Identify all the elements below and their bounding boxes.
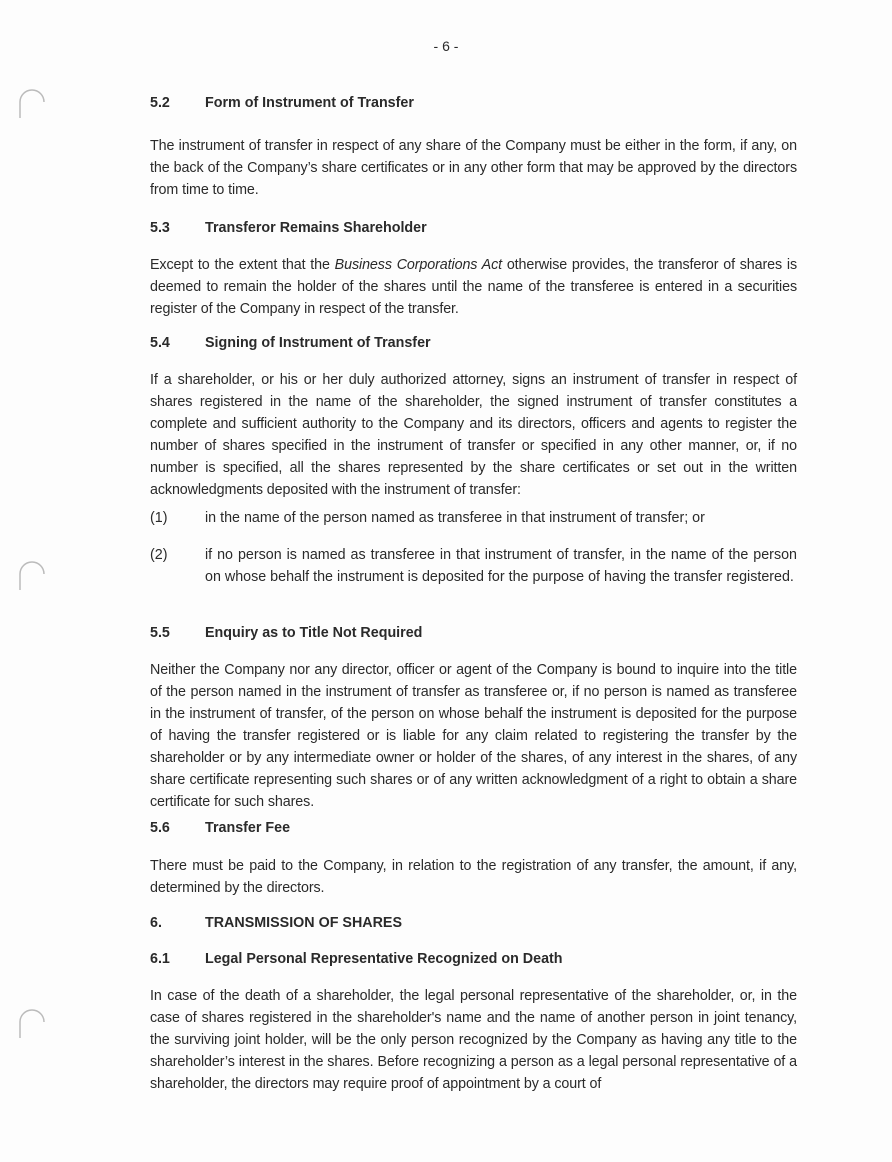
section-title: Transfer Fee [205,820,291,836]
section-title: Transferor Remains Shareholder [205,220,427,236]
section-number: 6. [150,915,162,931]
section-body-5-2: The instrument of transfer in respect of any share of the Company must be either in the form, if any, on the back of the Company’s share certificates or in any other form that may be approved by the directors from time to time. [150,138,797,198]
section-number: 5.5 [150,625,170,641]
list-number: (1) [150,510,168,526]
section-heading-5-5 [150,622,422,644]
section-number: 6.1 [150,951,170,967]
punch-hole-mark [18,1008,46,1042]
section-heading-5-2 [150,92,414,114]
page-number: - 6 - [433,38,459,54]
list-item [150,507,797,529]
list-item [150,544,797,588]
section-number: 5.2 [150,95,170,111]
list-text: in the name of the person named as transferee in that instrument of transfer; or [205,510,705,526]
section-title: Enquiry as to Title Not Required [205,625,423,641]
section-number: 5.3 [150,220,170,236]
section-heading-5-6 [150,817,290,839]
section-number: 5.4 [150,335,170,351]
section-heading-5-3 [150,217,427,239]
punch-hole-mark [18,88,46,122]
act-name: Business Corporations Act [334,257,502,273]
list-number: (2) [150,547,168,563]
section-body-6-1: In case of the death of a shareholder, the legal personal representative of the shareholder, or, in the case of shares registered in the shareholder's name and the name of another person in joint tenancy, the surviving joint holder, will be the only person recognized by the Company as having any title to the shareholder’s interest in the shares. Before recognizing a person as a legal personal representative of a shareholder, the directors may require proof of appointment by a court of [150,988,797,1092]
section-heading-5-4 [150,332,431,354]
section-number: 5.6 [150,820,170,836]
section-body-5-5: Neither the Company nor any director, officer or agent of the Company is bound to inquire into the title of the person named in the instrument of transfer as transferee or, if no person is named as transferee in the instrument of transfer, of the person on whose behalf the instrument is deposited for the purpose of having the transfer registered or is liable for any claim related to registering the transfer by the shareholder or by any intermediate owner or holder of the shares, of any interest in the shares, of any share certificate representing such shares or of any written acknowledgment of a right to obtain a share certificate for such shares. [150,662,797,810]
body-text: otherwise provides, the transferor of shares is deemed to remain the holder of the shares until the name of the transferee is entered in a securities register of the Company in respect of the transfer. [150,257,798,317]
section-body-5-6: There must be paid to the Company, in relation to the registration of any transfer, the amount, if any, determined by the directors. [150,858,797,896]
body-text: Except to the extent that the [150,257,335,273]
section-heading-6-1 [150,948,563,970]
list-text: if no person is named as transferee in that instrument of transfer, in the name of the person on whose behalf the instrument is deposited for the purpose of having the transfer registered. [205,547,797,585]
section-body-5-3 [150,254,797,320]
section-title: Legal Personal Representative Recognized on Death [205,951,563,967]
section-title: Signing of Instrument of Transfer [205,335,431,351]
section-body-5-4: If a shareholder, or his or her duly authorized attorney, signs an instrument of transfer in respect of shares registered in the name of the shareholder, the signed instrument of transfer constitutes a complete and sufficient authority to the Company and its directors, officers and agents to register the number of shares specified in the instrument of transfer or specified in any other manner, or, if no number is specified, all the shares represented by the share certificates or set out in the written acknowledgments deposited with the instrument of transfer: [150,372,797,498]
punch-hole-mark [18,560,46,594]
section-heading-6 [150,912,402,934]
section-title: TRANSMISSION OF SHARES [205,915,402,931]
section-title: Form of Instrument of Transfer [205,95,414,111]
